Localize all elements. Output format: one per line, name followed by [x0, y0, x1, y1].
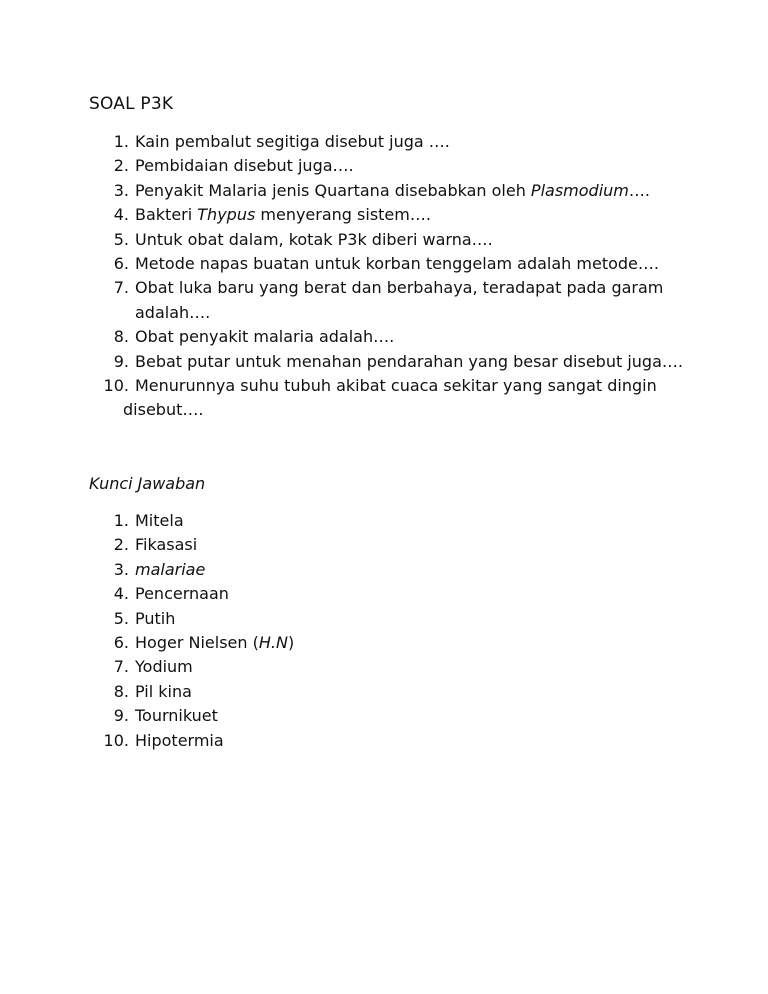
question-number: 5. [113, 229, 129, 249]
question-number: 3. [113, 180, 129, 200]
answer-text: Hipotermia [135, 730, 224, 750]
answer-text: Mitela [135, 511, 184, 530]
answer-number: 7. [113, 657, 129, 677]
question-text: Bebat putar untuk menahan pendarahan yang besar disebut juga…. [135, 351, 683, 371]
question-text-line2: adalah…. [135, 302, 211, 322]
answer-number: 6. [113, 633, 129, 653]
answer-number: 3. [113, 559, 129, 579]
answer-item [0, 655, 294, 679]
question-item [0, 130, 683, 154]
answer-item [0, 607, 294, 631]
answer-text: Yodium [135, 657, 193, 677]
question-item [0, 325, 683, 349]
question-number: 10. [103, 376, 129, 396]
question-text: Metode napas buatan untuk korban tenggelam adalah metode…. [135, 254, 659, 274]
question-text: Kain pembalut segitiga disebut juga …. [135, 132, 450, 151]
answer-text: Tournikuet [135, 706, 218, 726]
question-list [0, 130, 683, 423]
question-item [0, 276, 683, 325]
answer-italic-text: H.N [258, 633, 288, 653]
answer-number: 4. [113, 584, 129, 604]
answer-item [0, 729, 294, 753]
question-item [0, 252, 683, 276]
page-title: SOAL P3K [89, 94, 174, 114]
question-italic-term: Thypus [197, 205, 256, 225]
answer-text: Hoger Nielsen ( [135, 633, 259, 653]
answer-item [0, 558, 294, 582]
question-text: Pembidaian disebut juga…. [135, 156, 354, 176]
answer-number: 9. [113, 706, 129, 726]
question-text: Obat penyakit malaria adalah…. [135, 327, 395, 347]
question-text: Untuk obat dalam, kotak P3k diberi warna…. [135, 229, 493, 249]
question-item [0, 350, 683, 374]
question-text-line1: Menurunnya suhu tubuh akibat cuaca sekitar yang sangat dingin [135, 376, 657, 396]
question-number: 4. [113, 205, 129, 225]
answer-item [0, 680, 294, 704]
answer-number: 8. [113, 681, 129, 701]
question-number: 6. [113, 254, 129, 274]
question-text-end: menyerang sistem…. [255, 205, 431, 225]
answer-text: Putih [135, 608, 176, 628]
answer-number: 5. [113, 608, 129, 628]
question-number: 9. [113, 351, 129, 371]
question-italic-term: Plasmodium [530, 180, 629, 200]
question-text-line2: disebut…. [123, 400, 204, 420]
question-number: 8. [113, 327, 129, 347]
answer-italic-text: malariae [135, 559, 206, 579]
answer-item [0, 704, 294, 728]
answer-text: Pencernaan [135, 584, 229, 604]
question-text-line1: Obat luka baru yang berat dan berbahaya, teradapat pada garam [135, 278, 664, 298]
question-item [0, 374, 683, 423]
question-number: 2. [113, 156, 129, 176]
question-number: 1. [113, 132, 129, 151]
answer-text: Pil kina [135, 681, 192, 701]
answer-text: Fikasasi [135, 535, 198, 555]
question-item [0, 203, 683, 227]
question-item [0, 179, 683, 203]
question-item [0, 154, 683, 178]
answer-number: 10. [103, 730, 129, 750]
question-number: 7. [113, 278, 129, 298]
answer-key-heading: Kunci Jawaban [89, 474, 206, 493]
answer-item [0, 533, 294, 557]
answer-number: 1. [113, 511, 129, 530]
answer-item [0, 631, 294, 655]
question-text: Bakteri [135, 205, 198, 225]
answer-item [0, 582, 294, 606]
answer-list [0, 509, 294, 753]
question-text-end: …. [628, 180, 650, 200]
answer-text-end: ) [287, 633, 295, 653]
question-text: Penyakit Malaria jenis Quartana disebabkan oleh [135, 180, 531, 200]
question-item [0, 228, 683, 252]
answer-item [0, 509, 294, 533]
answer-number: 2. [113, 535, 129, 555]
